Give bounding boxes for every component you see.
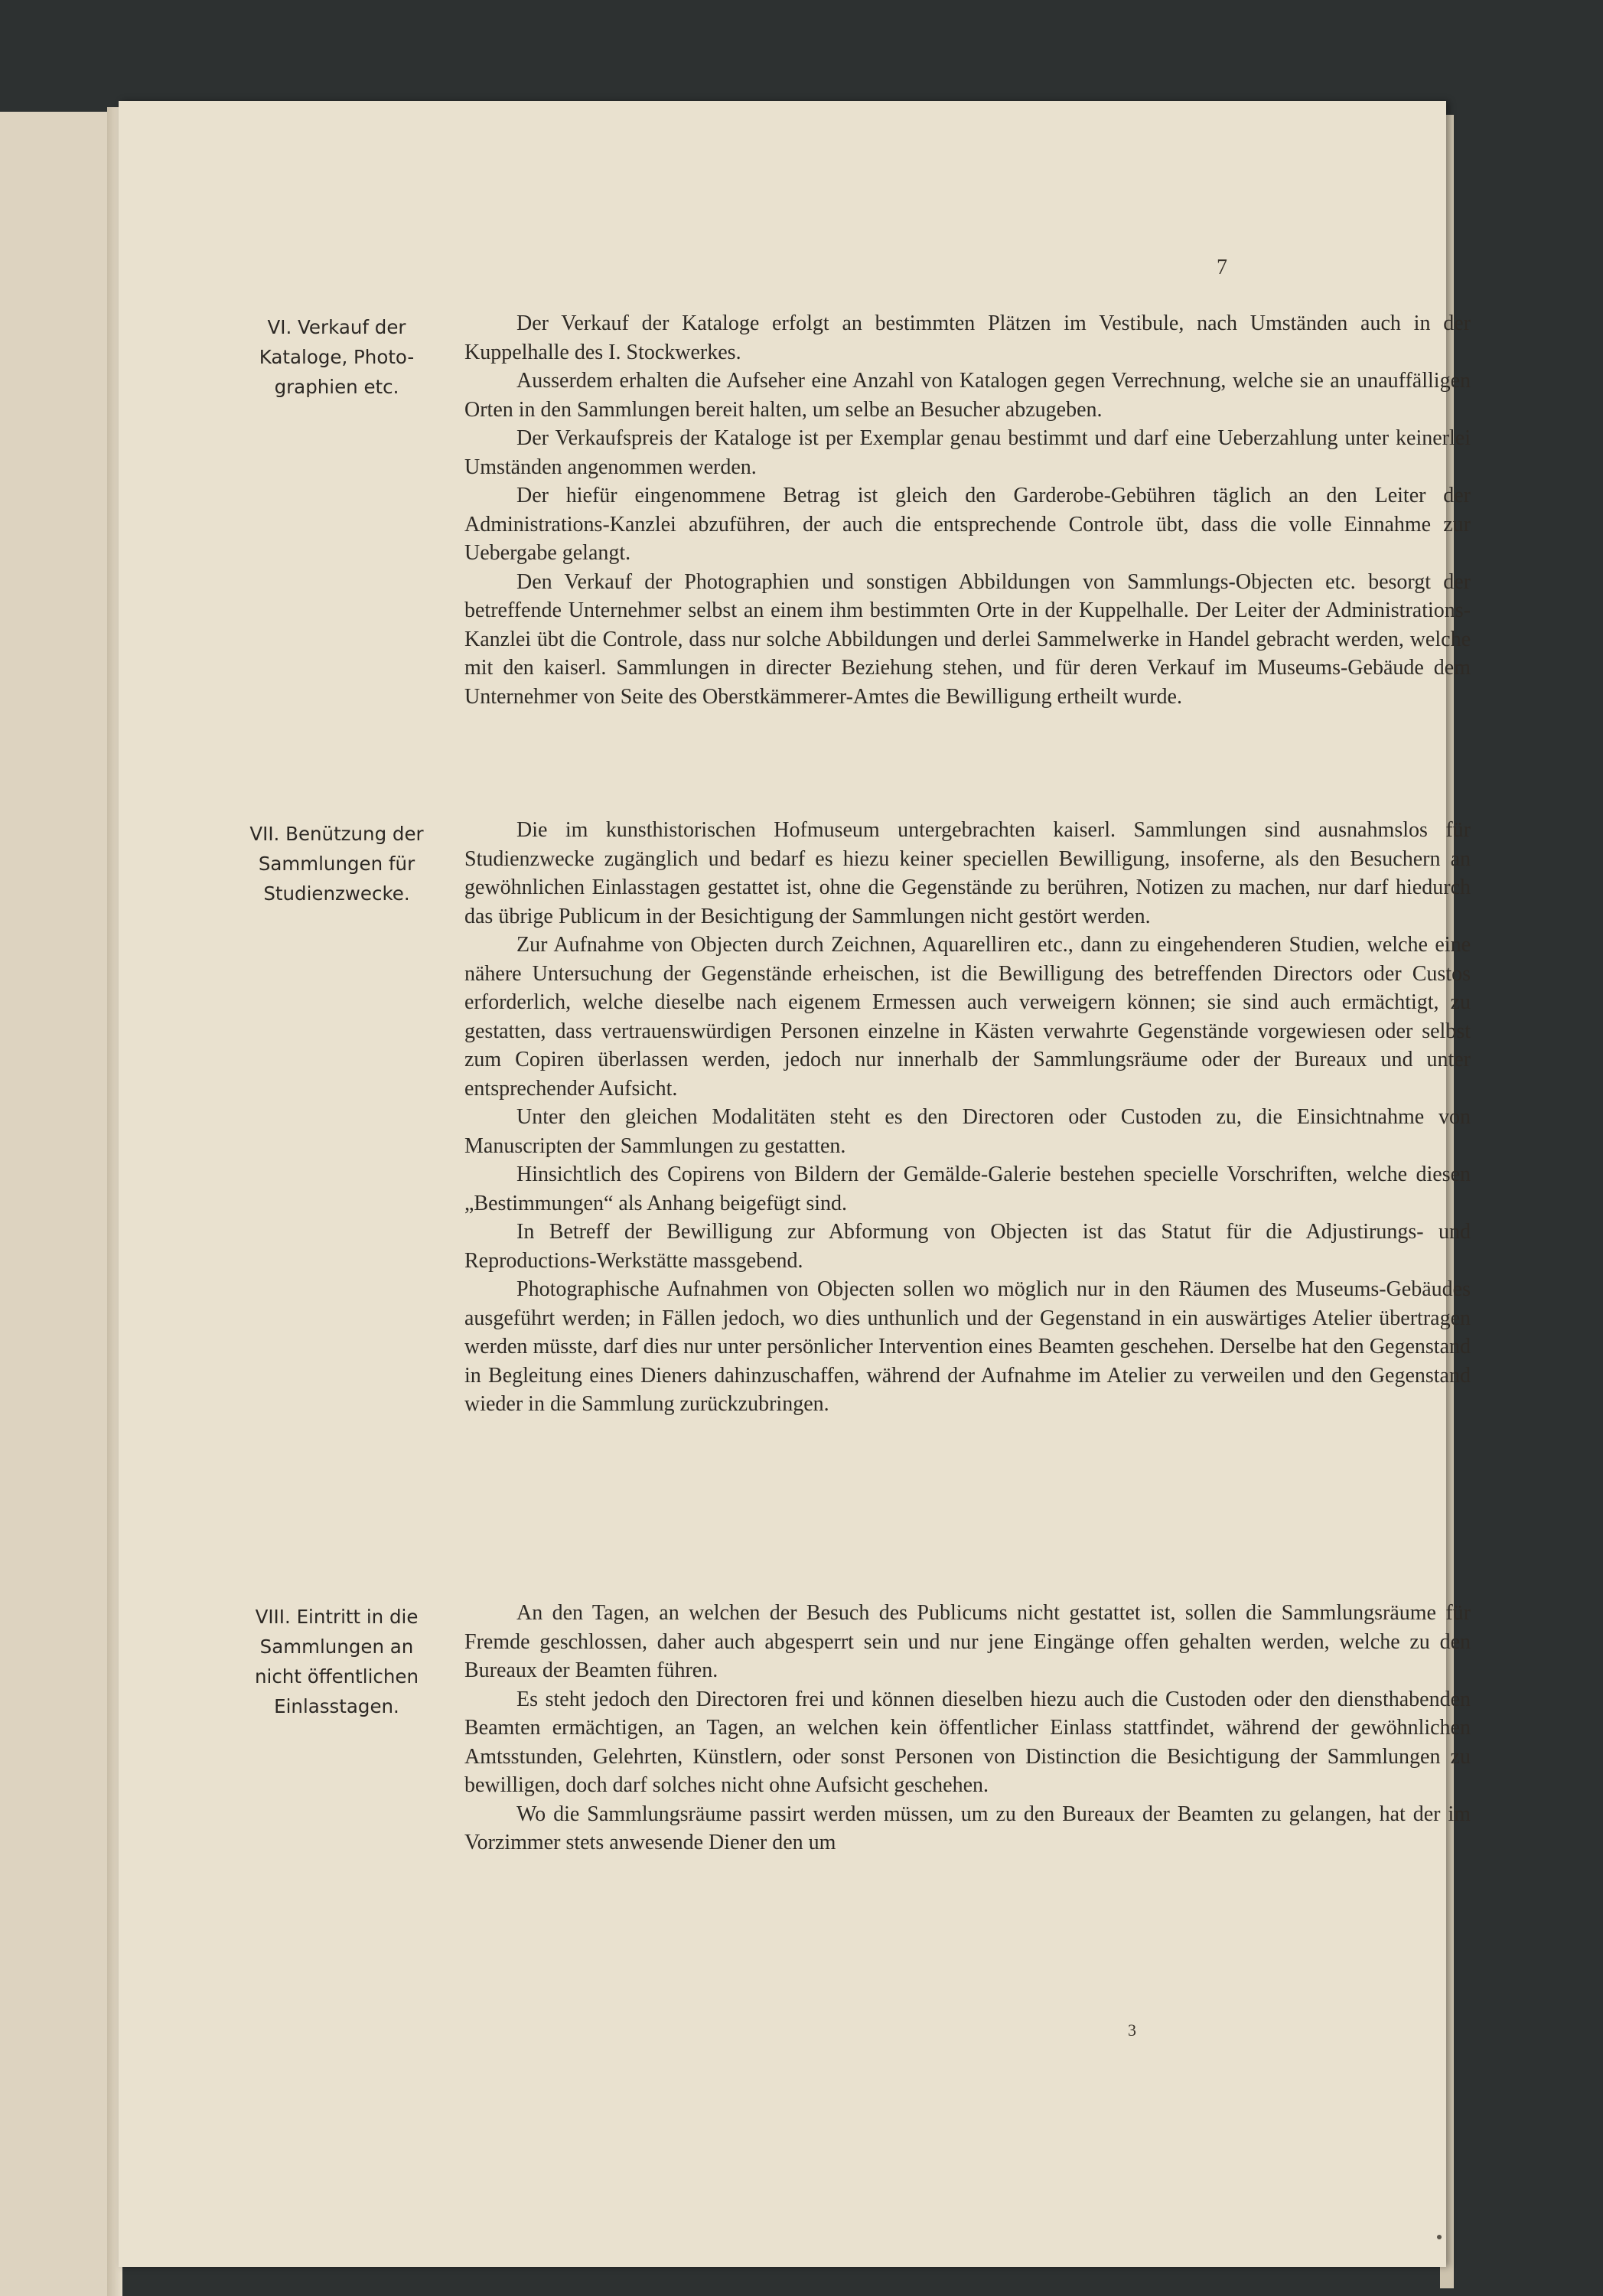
paragraph: Es steht jedoch den Directoren frei und können dieselben hiezu auch die Custoden oder den diensthabenden Beamten ermächtigen, an Tagen, an welchen kein öffentlicher Einlass stattfindet, während der gewöhnlichen Amtsstunden, Gelehrten, Künstlern, oder sonst Personen von Distinction die Besichtigung der Sammlungen zu bewilligen, doch darf solches nicht ohne Aufsicht geschehen.	[464, 1687, 1471, 1797]
page-number: 7	[1217, 256, 1227, 279]
section-heading: VI. Verkauf der Kataloge, Photo- graphien etc.	[259, 316, 415, 398]
section-body	[464, 1599, 1471, 1857]
paragraph: Zur Aufnahme von Objecten durch Zeichnen, Aquarelliren etc., dann zu eingehenderen Studien, welche eine nähere Untersuchung der Gegenstände erheischen, ist die Bewilligung des betreffenden Directors oder Custos erforderlich, welche dieselbe nach eigenem Ermessen auch verweigern können; sie sind auch ermächtigt, zu gestatten, dass vertrauenswürdigen Personen einzelne in Kästen verwahrte Gegenstände vorgewiesen oder selbst zum Copiren überlassen werden, jedoch nur innerhalb der Sammlungsräume oder der Bureaux und unter entsprechender Aufsicht.	[464, 933, 1471, 1101]
signature-mark: 3	[1128, 2020, 1136, 2040]
paragraph: Wo die Sammlungsräume passirt werden müssen, um zu den Bureaux der Beamten zu gelangen, hat der im Vorzimmer stets anwesende Diener den um	[464, 1802, 1471, 1854]
paragraph: Den Verkauf der Photographien und sonstigen Abbildungen von Sammlungs-Objecten etc. besorgt der betreffende Unternehmer selbst an einem ihm bestimmten Orte in der Kuppelhalle. Der Leiter der Administrations-Kanzlei übt die Controle, dass nur solche Abbildungen und derlei Sammelwerke in Handel gebracht werden, welche mit den kaiserl. Sammlungen in directer Beziehung stehen, und für deren Verkauf im Museums-Gebäude dem Unternehmer von Seite des Oberstkämmerer-Amtes die Bewilligung ertheilt wurde.	[464, 569, 1471, 709]
paragraph: Hinsichtlich des Copirens von Bildern der Gemälde-Galerie bestehen specielle Vorschriften, welche diesen „Bestimmungen“ als Anhang beigefügt sind.	[464, 1163, 1471, 1215]
paragraph: Der Verkauf der Kataloge erfolgt an bestimmten Plätzen im Vestibule, nach Umständen auch in der Kuppelhalle des I. Stockwerkes.	[464, 311, 1471, 364]
section-heading: VII. Benützung der Sammlungen für Studienzwecke.	[249, 823, 424, 905]
section-body	[464, 816, 1471, 1419]
paragraph: Unter den gleichen Modalitäten steht es den Directoren oder Custoden zu, die Einsichtnahme von Manuscripten der Sammlungen zu gestatten.	[464, 1105, 1471, 1158]
paragraph: Der hiefür eingenommene Betrag ist gleich den Garderobe-Gebühren täglich an den Leiter der Administrations-Kanzlei abzuführen, der auch die entsprechende Controle übt, dass die volle Einnahme zur Uebergabe gelangt.	[464, 484, 1471, 565]
left-page-edge	[0, 112, 113, 2296]
paragraph: In Betreff der Bewilligung zur Abformung von Objecten ist das Statut für die Adjustirungs- und Reproductions-Werkstätte massgebend.	[464, 1220, 1471, 1273]
scan-speck	[1437, 2235, 1442, 2239]
paragraph: Ausserdem erhalten die Aufseher eine Anzahl von Katalogen gegen Verrechnung, welche sie an unauffälligen Orten in den Sammlungen bereit halten, um selbe an Besucher abzugeben.	[464, 369, 1471, 422]
section-body	[464, 309, 1471, 711]
paragraph: Die im kunsthistorischen Hofmuseum untergebrachten kaiserl. Sammlungen sind ausnahmslos für Studienzwecke zugänglich und bedarf es hiezu keiner speciellen Bewilligung, insoferne, als den Besuchern an gewöhnlichen Einlasstagen gestattet ist, ohne die Gegenstände zu berühren, Notizen zu machen, nur darf hiedurch das übrige Publicum in der Besichtigung der Sammlungen nicht gestört werden.	[464, 818, 1471, 928]
paragraph: An den Tagen, an welchen der Besuch des Publicums nicht gestattet ist, sollen die Sammlungsräume für Fremde geschlossen, daher auch abgesperrt sein und nur jene Eingänge offen gehalten werden, welche zu den Bureaux der Beamten führen.	[464, 1601, 1471, 1682]
paragraph: Photographische Aufnahmen von Objecten sollen wo möglich nur in den Räumen des Museums-Gebäudes ausgeführt werden; in Fällen jedoch, wo dies unthunlich und der Gegenstand in ein auswärtiges Atelier übertragen werden müsste, darf dies nur unter persönlicher Intervention eines Beamten geschehen. Derselbe hat den Gegenstand in Begleitung eines Dieners dahinzuschaffen, während der Aufnahme im Atelier zu verweilen und den Gegenstand wieder in die Sammlung zurückzubringen.	[464, 1277, 1471, 1416]
section-heading: VIII. Eintritt in die Sammlungen an nicht öffentlichen Einlasstagen.	[254, 1606, 419, 1717]
paragraph: Der Verkaufspreis der Kataloge ist per Exemplar genau bestimmt und darf eine Ueberzahlung unter keinerlei Umständen angenommen werden.	[464, 426, 1471, 479]
